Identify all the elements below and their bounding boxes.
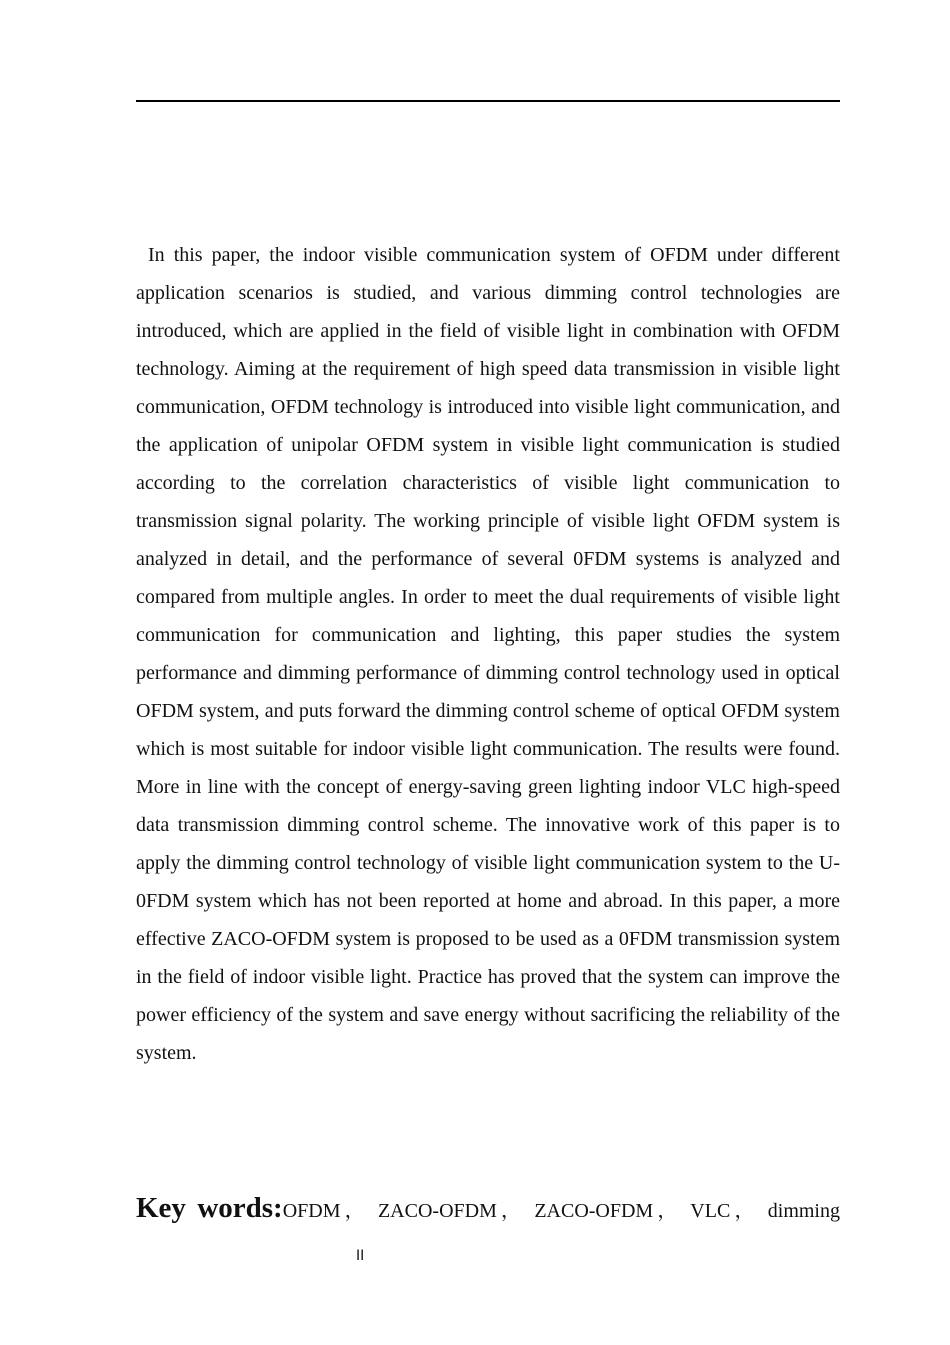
keywords-label: Key words: <box>136 1192 283 1224</box>
page-number: II <box>356 1248 365 1264</box>
header-rule <box>136 100 840 102</box>
abstract-body: In this paper, the indoor visible communication system of OFDM under different application scenarios is studied, and various dimming control technologies are introduced, which are applied in the field of visible light in combination with OFDM technology. Aiming at the requirement of high speed data transmission in visible light communication, OFDM technology is introduced into visible light communication, and the application of unipolar OFDM system in visible light communication is studied according to the correlation characteristics of visible light communication to transmission signal polarity. The working principle of visible light OFDM system is analyzed in detail, and the performance of several 0FDM systems is analyzed and compared from multiple angles. In order to meet the dual requirements of visible light communication for communication and lighting, this paper studies the system performance and dimming performance of dimming control technology used in optical OFDM system, and puts forward the dimming control scheme of optical OFDM system which is most suitable for indoor visible light communication. The results were found. More in line with the concept of energy-saving green lighting indoor VLC high-speed data transmission dimming control scheme. The innovative work of this paper is to apply the dimming control technology of visible light communication system to the U-0FDM system which has not been reported at home and abroad. In this paper, a more effective ZACO-OFDM system is proposed to be used as a 0FDM transmission system in the field of indoor visible light. Practice has proved that the system can improve the power efficiency of the system and save energy without sacrificing the reliability of the system. <box>136 244 840 1064</box>
keywords-line <box>136 1186 840 1233</box>
keywords-list: OFDM， ZACO-OFDM， ZACO-OFDM， VLC， dimming <box>282 1200 840 1222</box>
